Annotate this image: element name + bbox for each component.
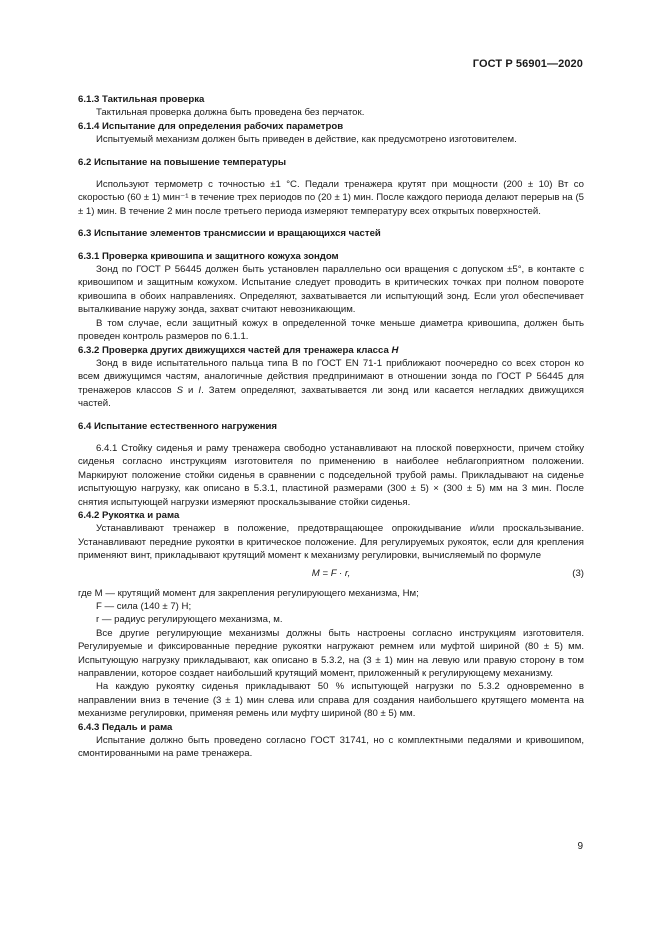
- paragraph-6-3-2-a: Зонд в виде испытательного пальца типа В по ГОСТ EN 71-1 приближают поочередно со всех сторон ко всем движущимся частям, аналогичные действия предпринимают в отношении зонда по ГОСТ Р 56445 для тренажеров классов: [78, 357, 584, 396]
- paragraph-6-1-3: Тактильная проверка должна быть проведена без перчаток.: [96, 107, 365, 119]
- where-f: F — сила (140 ± 7) Н;: [96, 601, 192, 612]
- paragraph-6-4-3: Испытание должно быть проведено согласно ГОСТ 31741, но с комплектными педалями и кривошипом, смонтированными на раме тренажера.: [78, 735, 584, 760]
- paragraph-6-2: Используют термометр с точностью ±1 °С. Педали тренажера крутят при мощности (200 ± 10) Вт со скоростью (60 ± 1) мин⁻¹ в течение трех периодов по (20 ± 1) мин. После каждого периода делают перерыв на (5 ± 1) мин. В течение 2 мин после третьего периода измеряют температуру всех открытых поверхностей.: [78, 179, 584, 217]
- heading-6-4-2: 6.4.2 Рукоятка и рама: [78, 509, 180, 521]
- paragraph-6-4-2-b: Все другие регулирующие механизмы должны быть настроены согласно инструкциям изготовителя. Регулируемые и фиксированные передние рукоятки нагружают ремнем или муфтой шириной (80 ± 5) мм. Испытующую нагрузку прикладывают, как описано в 5.3.2, на (3 ± 1) мин на левую или правую сторону в том направлении, которое создает наибольший крутящий момент, приложенный к регулирующему механизму.: [78, 627, 584, 680]
- paragraph-6-3-1-a: Зонд по ГОСТ Р 56445 должен быть установлен параллельно оси вращения с допуском ±5°, в контакте с кривошипом и защитным кожухом. Испытание следует проводить в критических точках при полном повороте кривошипа в обоих направлениях. Определяют, захватывается ли испытующий зонд. Если угол обеспечивает выталкивание наружу зонда, захват считают невозникающим.: [78, 264, 584, 316]
- page-header-standard: ГОСТ Р 56901—2020: [472, 58, 583, 70]
- heading-6-2: 6.2 Испытание на повышение температуры: [78, 156, 287, 168]
- heading-6-4: 6.4 Испытание естественного нагружения: [78, 420, 277, 432]
- heading-6-4-3: 6.4.3 Педаль и рама: [78, 721, 173, 733]
- paragraph-6-1-4: Испытуемый механизм должен быть приведен в действие, как предусмотрено изготовителем.: [96, 134, 517, 146]
- class-s-label: S: [176, 384, 184, 396]
- class-h-label: H: [391, 344, 399, 356]
- where-m: где M — крутящий момент для закрепления регулирующего механизма, Нм;: [78, 587, 419, 599]
- class-i-label: I: [198, 384, 202, 396]
- heading-6-3-1: 6.3.1 Проверка кривошипа и защитного кожуха зондом: [78, 250, 339, 262]
- paragraph-6-3-2-c: и: [183, 384, 199, 396]
- heading-6-3-2-text: 6.3.2 Проверка других движущихся частей для тренажера класса: [78, 344, 392, 356]
- paragraph-6-3-1-b: В том случае, если защитный кожух в определенной точке меньше диаметра кривошипа, должен быть проведен контроль размеров по 6.1.1.: [78, 317, 584, 343]
- where-r: r — радиус регулирующего механизма, м.: [96, 614, 283, 626]
- heading-6-1-3: 6.1.3 Тактильная проверка: [78, 94, 205, 105]
- document-body: [78, 93, 584, 761]
- page-number: 9: [577, 841, 583, 852]
- paragraph-6-4-2-a: Устанавливают тренажер в положение, предотвращающее опрокидывание и/или проскальзывание. Устанавливают передние рукоятки в критическое положение. Для регулируемых рукояток, если для крепления применяют винт, прикладывают крутящий момент к механизму регулировки, вычисляемый по формуле: [78, 523, 584, 562]
- heading-6-3-2: [78, 344, 584, 357]
- formula-number: (3): [572, 567, 584, 579]
- heading-6-1-4: 6.1.4 Испытание для определения рабочих параметров: [78, 120, 344, 132]
- paragraph-6-3-2: [78, 357, 584, 411]
- formula-row: [78, 567, 584, 585]
- formula: M = F · r,: [311, 567, 351, 579]
- paragraph-6-3-2-e: . Затем определяют, захватывается ли зонд или касается негладких движущихся частей.: [78, 384, 584, 410]
- heading-6-3: 6.3 Испытание элементов трансмиссии и вращающихся частей: [78, 228, 381, 240]
- paragraph-6-4-2-c: На каждую рукоятку сиденья прикладывают 50 % испытующей нагрузки по 5.3.2 одновременно в направлении вниз в течение (3 ± 1) мин слева или справа для создания наибольшего крутящего момента на механизме регулировки, применяя ремень или муфту шириной (80 ± 5) мм.: [78, 681, 584, 720]
- paragraph-6-4-1: 6.4.1 Стойку сиденья и раму тренажера свободно устанавливают на плоской поверхности, причем стойку сиденья согласно инструкциям изготовителя по применению в наиболее неблагоприятном положении. Маркируют положение стойки сиденья в сравнении с подседельной трубой рамы. Прикладывают на сиденье испытующую нагрузку, как описано в 5.3.1, пластиной размерами (300 ± 5) × (300 ± 5) мм на 3 мин. После снятия испытующей нагрузки измеряют проскальзывание стойки сиденья.: [78, 442, 584, 508]
